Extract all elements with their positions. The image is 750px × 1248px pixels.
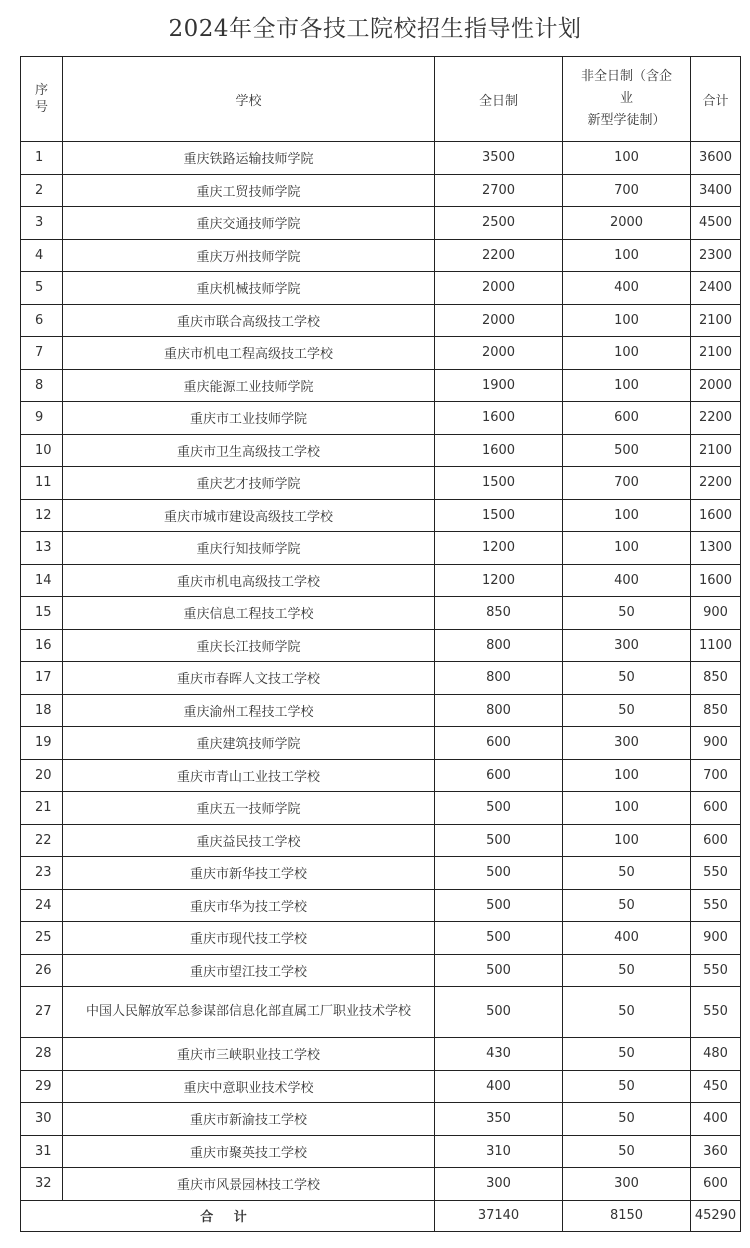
row-full-time: 300 (435, 1168, 563, 1201)
row-school: 重庆市聚英技工学校 (63, 1135, 435, 1168)
row-school: 重庆市新渝技工学校 (63, 1103, 435, 1136)
row-non-full-time: 50 (563, 694, 691, 727)
row-total: 550 (691, 889, 741, 922)
row-total: 550 (691, 857, 741, 890)
row-total: 850 (691, 662, 741, 695)
row-non-full-time: 100 (563, 337, 691, 370)
row-index: 13 (21, 532, 63, 565)
header-school: 学校 (63, 57, 435, 142)
row-school: 重庆市城市建设高级技工学校 (63, 499, 435, 532)
header-row (21, 57, 741, 142)
row-school: 重庆市工业技师学院 (63, 402, 435, 435)
totals-total: 45290 (691, 1200, 741, 1231)
row-non-full-time: 100 (563, 369, 691, 402)
row-full-time: 500 (435, 857, 563, 890)
row-full-time: 2000 (435, 337, 563, 370)
row-total: 2400 (691, 272, 741, 305)
table-row (21, 1135, 741, 1168)
row-full-time: 2700 (435, 174, 563, 207)
row-school: 重庆市现代技工学校 (63, 922, 435, 955)
row-non-full-time: 500 (563, 434, 691, 467)
row-non-full-time: 100 (563, 239, 691, 272)
row-non-full-time: 50 (563, 857, 691, 890)
row-school: 重庆市春晖人文技工学校 (63, 662, 435, 695)
row-total: 600 (691, 824, 741, 857)
table-row (21, 922, 741, 955)
row-non-full-time: 50 (563, 1070, 691, 1103)
table-row (21, 434, 741, 467)
row-school: 重庆市机电工程高级技工学校 (63, 337, 435, 370)
row-non-full-time: 100 (563, 304, 691, 337)
row-index: 3 (21, 207, 63, 240)
table-row (21, 207, 741, 240)
row-full-time: 500 (435, 824, 563, 857)
row-total: 900 (691, 727, 741, 760)
row-total: 700 (691, 759, 741, 792)
table-row (21, 499, 741, 532)
row-full-time: 800 (435, 629, 563, 662)
row-non-full-time: 2000 (563, 207, 691, 240)
row-non-full-time: 50 (563, 889, 691, 922)
header-index-line2: 号 (35, 100, 49, 115)
row-index: 27 (21, 987, 63, 1038)
row-index: 23 (21, 857, 63, 890)
row-index: 18 (21, 694, 63, 727)
totals-non-full-time: 8150 (563, 1200, 691, 1231)
row-index: 2 (21, 174, 63, 207)
row-index: 21 (21, 792, 63, 825)
row-index: 10 (21, 434, 63, 467)
row-total: 1600 (691, 499, 741, 532)
row-non-full-time: 400 (563, 564, 691, 597)
table-row (21, 174, 741, 207)
totals-full-time: 37140 (435, 1200, 563, 1231)
row-school: 重庆市望江技工学校 (63, 954, 435, 987)
row-non-full-time: 700 (563, 467, 691, 500)
row-full-time: 600 (435, 727, 563, 760)
row-school: 重庆市新华技工学校 (63, 857, 435, 890)
row-full-time: 500 (435, 954, 563, 987)
row-non-full-time: 50 (563, 1135, 691, 1168)
row-non-full-time: 300 (563, 1168, 691, 1201)
table-body (21, 142, 741, 1201)
header-non-full-time-line2: 业 (619, 91, 633, 106)
row-non-full-time: 700 (563, 174, 691, 207)
table-row (21, 467, 741, 500)
table-row (21, 629, 741, 662)
table-row (21, 792, 741, 825)
row-total: 1600 (691, 564, 741, 597)
row-index: 5 (21, 272, 63, 305)
row-total: 2200 (691, 402, 741, 435)
row-total: 600 (691, 792, 741, 825)
row-full-time: 500 (435, 792, 563, 825)
row-full-time: 2000 (435, 272, 563, 305)
row-total: 600 (691, 1168, 741, 1201)
row-index: 32 (21, 1168, 63, 1201)
row-non-full-time: 50 (563, 597, 691, 630)
row-school: 重庆机械技师学院 (63, 272, 435, 305)
row-total: 2100 (691, 434, 741, 467)
row-school: 重庆市风景园林技工学校 (63, 1168, 435, 1201)
table-row (21, 1038, 741, 1071)
row-index: 7 (21, 337, 63, 370)
row-non-full-time: 50 (563, 954, 691, 987)
row-total: 2200 (691, 467, 741, 500)
table-row (21, 272, 741, 305)
row-school: 重庆艺才技师学院 (63, 467, 435, 500)
row-non-full-time: 400 (563, 922, 691, 955)
header-non-full-time (563, 57, 691, 142)
table-row (21, 532, 741, 565)
row-full-time: 1200 (435, 532, 563, 565)
row-school: 重庆市机电高级技工学校 (63, 564, 435, 597)
row-total: 2300 (691, 239, 741, 272)
header-total: 合计 (691, 57, 741, 142)
row-index: 20 (21, 759, 63, 792)
row-school: 重庆市卫生高级技工学校 (63, 434, 435, 467)
row-index: 22 (21, 824, 63, 857)
row-school: 重庆能源工业技师学院 (63, 369, 435, 402)
row-index: 30 (21, 1103, 63, 1136)
row-full-time: 500 (435, 889, 563, 922)
row-full-time: 1500 (435, 499, 563, 532)
row-school: 中国人民解放军总参谋部信息化部直属工厂职业技术学校 (63, 987, 435, 1038)
table-row (21, 597, 741, 630)
totals-label: 合 计 (21, 1200, 435, 1231)
row-index: 28 (21, 1038, 63, 1071)
row-full-time: 1600 (435, 434, 563, 467)
row-full-time: 3500 (435, 142, 563, 175)
row-school: 重庆渝州工程技工学校 (63, 694, 435, 727)
row-full-time: 800 (435, 662, 563, 695)
row-full-time: 1900 (435, 369, 563, 402)
row-non-full-time: 100 (563, 532, 691, 565)
row-index: 8 (21, 369, 63, 402)
row-school: 重庆长江技师学院 (63, 629, 435, 662)
row-index: 6 (21, 304, 63, 337)
row-total: 3600 (691, 142, 741, 175)
row-school: 重庆工贸技师学院 (63, 174, 435, 207)
table-row (21, 694, 741, 727)
row-school: 重庆铁路运输技师学院 (63, 142, 435, 175)
row-non-full-time: 600 (563, 402, 691, 435)
header-full-time: 全日制 (435, 57, 563, 142)
row-total: 4500 (691, 207, 741, 240)
table-row (21, 1070, 741, 1103)
row-school: 重庆市华为技工学校 (63, 889, 435, 922)
row-index: 26 (21, 954, 63, 987)
row-index: 15 (21, 597, 63, 630)
table-row (21, 727, 741, 760)
table-row (21, 564, 741, 597)
row-total: 900 (691, 597, 741, 630)
row-non-full-time: 100 (563, 499, 691, 532)
table-row (21, 337, 741, 370)
table-row (21, 889, 741, 922)
row-total: 3400 (691, 174, 741, 207)
row-school: 重庆市三峡职业技工学校 (63, 1038, 435, 1071)
table-row (21, 369, 741, 402)
row-index: 25 (21, 922, 63, 955)
row-index: 14 (21, 564, 63, 597)
row-school: 重庆五一技师学院 (63, 792, 435, 825)
table-row (21, 1103, 741, 1136)
row-full-time: 310 (435, 1135, 563, 1168)
header-index (21, 57, 63, 142)
table-row (21, 759, 741, 792)
table-row (21, 824, 741, 857)
row-total: 2100 (691, 304, 741, 337)
row-total: 2000 (691, 369, 741, 402)
row-total: 480 (691, 1038, 741, 1071)
row-index: 4 (21, 239, 63, 272)
row-school: 重庆交通技师学院 (63, 207, 435, 240)
row-non-full-time: 300 (563, 629, 691, 662)
row-total: 850 (691, 694, 741, 727)
row-school: 重庆万州技师学院 (63, 239, 435, 272)
row-full-time: 430 (435, 1038, 563, 1071)
row-full-time: 2500 (435, 207, 563, 240)
row-full-time: 1200 (435, 564, 563, 597)
row-index: 19 (21, 727, 63, 760)
row-full-time: 1600 (435, 402, 563, 435)
table-row (21, 857, 741, 890)
table-row (21, 662, 741, 695)
row-index: 1 (21, 142, 63, 175)
row-non-full-time: 100 (563, 142, 691, 175)
row-full-time: 1500 (435, 467, 563, 500)
row-total: 2100 (691, 337, 741, 370)
row-school: 重庆建筑技师学院 (63, 727, 435, 760)
row-full-time: 500 (435, 987, 563, 1038)
row-full-time: 350 (435, 1103, 563, 1136)
row-total: 400 (691, 1103, 741, 1136)
row-index: 29 (21, 1070, 63, 1103)
row-non-full-time: 400 (563, 272, 691, 305)
row-total: 360 (691, 1135, 741, 1168)
row-full-time: 800 (435, 694, 563, 727)
row-school: 重庆市青山工业技工学校 (63, 759, 435, 792)
row-total: 450 (691, 1070, 741, 1103)
row-total: 1300 (691, 532, 741, 565)
row-school: 重庆市联合高级技工学校 (63, 304, 435, 337)
row-non-full-time: 100 (563, 824, 691, 857)
row-non-full-time: 50 (563, 987, 691, 1038)
table-row (21, 402, 741, 435)
header-index-line1: 序 (35, 83, 49, 98)
row-index: 12 (21, 499, 63, 532)
row-non-full-time: 50 (563, 662, 691, 695)
header-non-full-time-line1: 非全日制（含企 (580, 69, 672, 84)
row-index: 9 (21, 402, 63, 435)
enrollment-table (20, 56, 741, 1232)
row-total: 550 (691, 987, 741, 1038)
row-index: 16 (21, 629, 63, 662)
row-non-full-time: 300 (563, 727, 691, 760)
row-full-time: 2200 (435, 239, 563, 272)
table-row (21, 1168, 741, 1201)
row-school: 重庆中意职业技术学校 (63, 1070, 435, 1103)
header-non-full-time-line3: 新型学徒制） (587, 113, 666, 128)
row-school: 重庆信息工程技工学校 (63, 597, 435, 630)
table-row (21, 239, 741, 272)
page-title: 2024年全市各技工院校招生指导性计划 (168, 16, 582, 42)
row-total: 900 (691, 922, 741, 955)
row-full-time: 600 (435, 759, 563, 792)
row-full-time: 400 (435, 1070, 563, 1103)
row-full-time: 850 (435, 597, 563, 630)
table-row (21, 954, 741, 987)
row-index: 31 (21, 1135, 63, 1168)
row-school: 重庆益民技工学校 (63, 824, 435, 857)
row-school: 重庆行知技师学院 (63, 532, 435, 565)
row-non-full-time: 100 (563, 792, 691, 825)
table-row (21, 987, 741, 1038)
row-full-time: 500 (435, 922, 563, 955)
row-index: 17 (21, 662, 63, 695)
row-index: 24 (21, 889, 63, 922)
totals-row (21, 1200, 741, 1231)
row-total: 1100 (691, 629, 741, 662)
table-row (21, 304, 741, 337)
table-row (21, 142, 741, 175)
row-total: 550 (691, 954, 741, 987)
row-non-full-time: 100 (563, 759, 691, 792)
row-index: 11 (21, 467, 63, 500)
row-non-full-time: 50 (563, 1038, 691, 1071)
row-full-time: 2000 (435, 304, 563, 337)
row-non-full-time: 50 (563, 1103, 691, 1136)
